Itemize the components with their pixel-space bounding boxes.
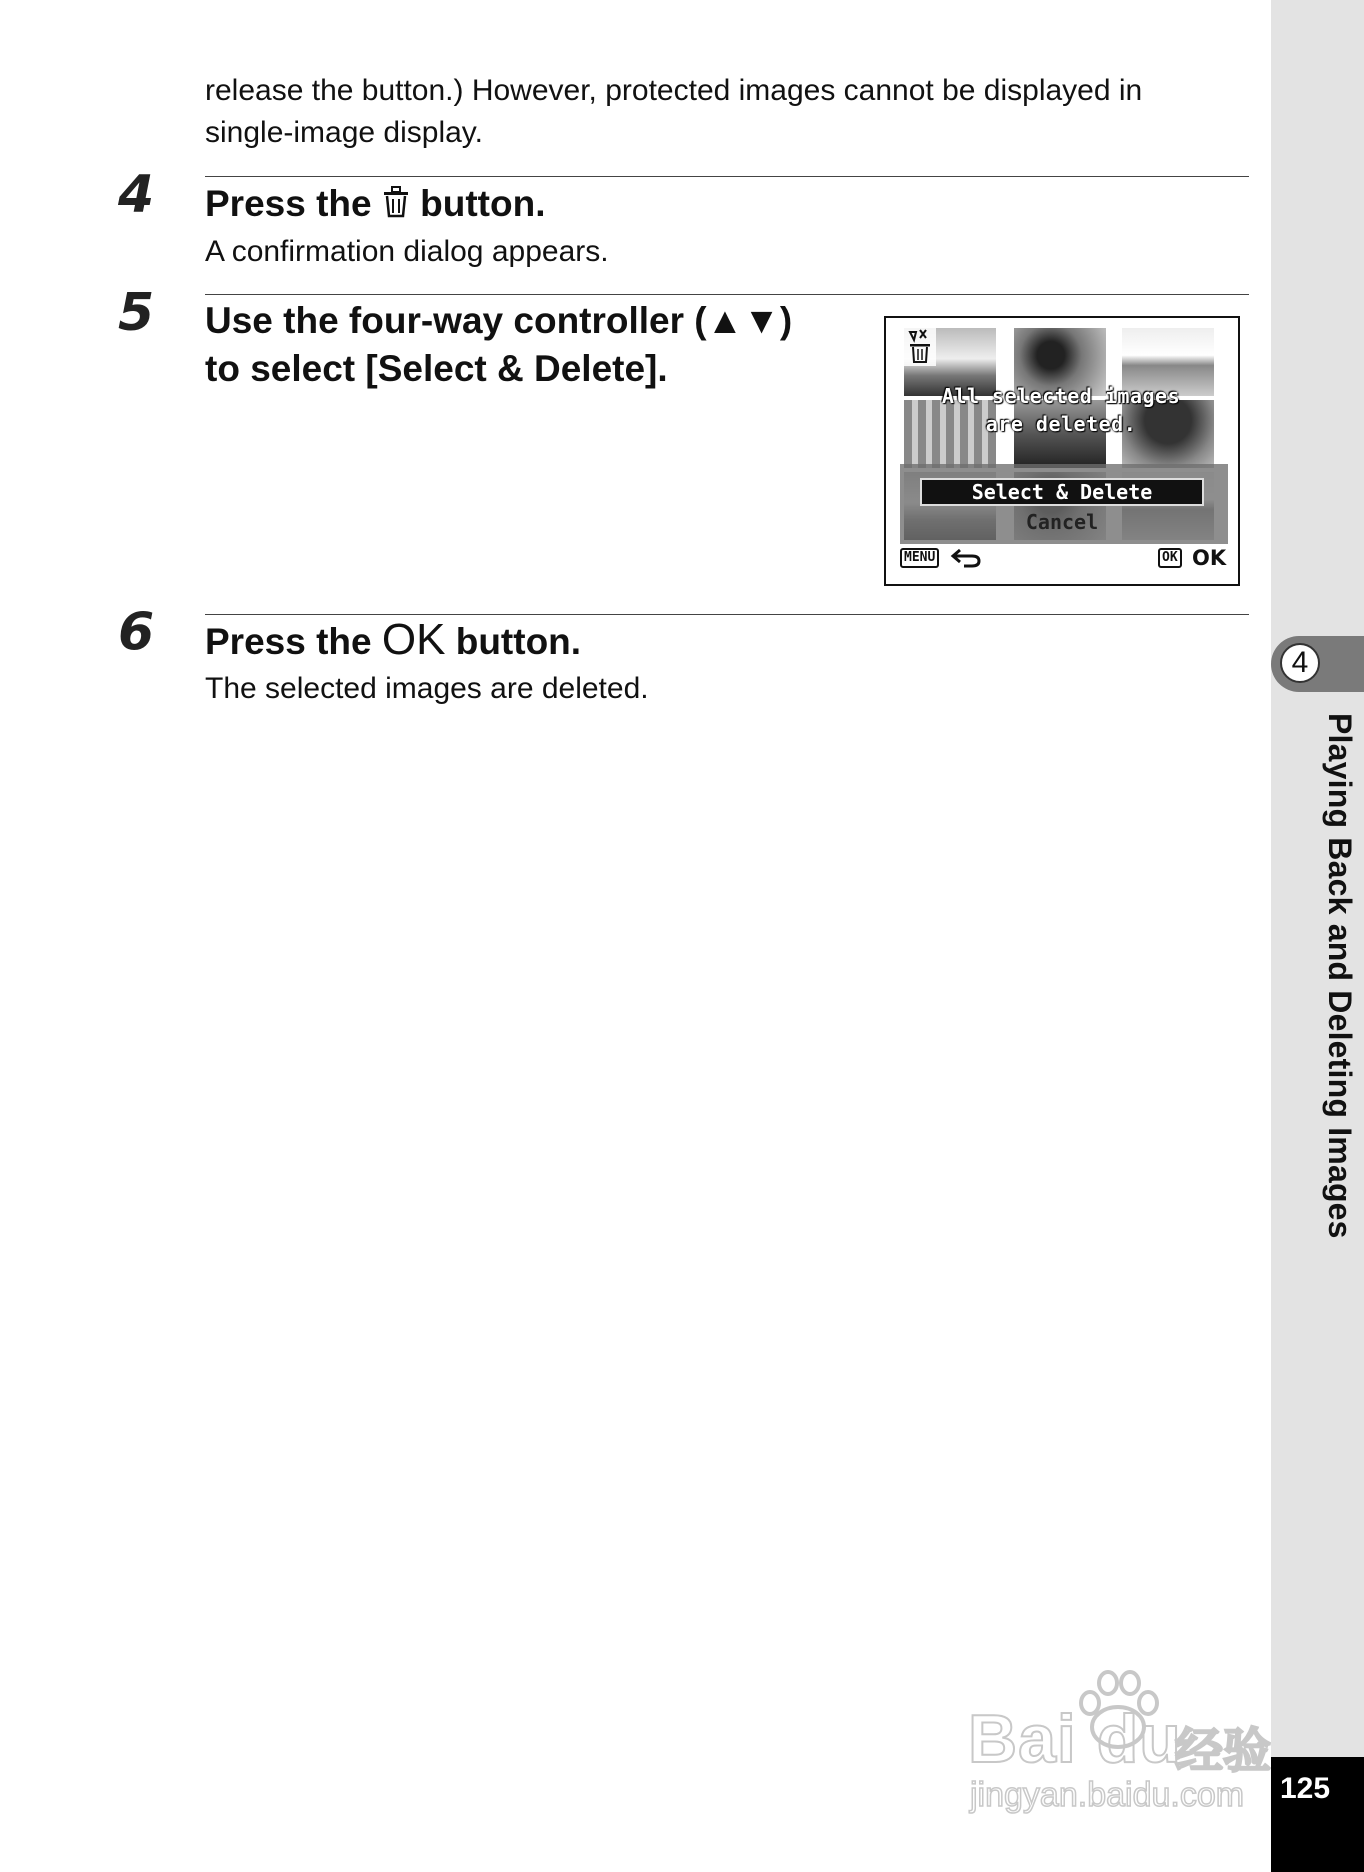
step-6-heading-post: button. bbox=[455, 621, 582, 662]
step-6-heading-pre: Press the bbox=[205, 621, 372, 662]
divider bbox=[205, 176, 1249, 177]
intro-line-2: single-image display. bbox=[205, 116, 483, 149]
step-4-text: A confirmation dialog appears. bbox=[205, 235, 609, 268]
step-4-number: 4 bbox=[118, 165, 155, 225]
chapter-number: 4 bbox=[1280, 643, 1320, 683]
watermark-brand: Bai du bbox=[968, 1701, 1182, 1777]
menu-key: MENU bbox=[900, 548, 939, 568]
confirmation-message-line-1: All selected images bbox=[941, 384, 1181, 408]
confirmation-message-line-2: are deleted. bbox=[985, 412, 1137, 436]
delete-selected-icon bbox=[904, 328, 936, 371]
trash-icon bbox=[382, 182, 410, 230]
divider bbox=[205, 614, 1249, 615]
ok-key: OK bbox=[1158, 548, 1182, 568]
chapter-title: Playing Back and Deleting Images bbox=[1322, 713, 1358, 1239]
step-4-heading bbox=[205, 180, 545, 230]
ok-button-glyph: OK bbox=[381, 615, 446, 664]
back-arrow-icon bbox=[950, 547, 982, 574]
step-5-heading-line-1: Use the four-way controller (▲▼) bbox=[205, 300, 793, 341]
intro-line-1: release the button.) However, protected images cannot be displayed in bbox=[205, 74, 1143, 107]
divider bbox=[205, 294, 1249, 295]
step-6-number: 6 bbox=[118, 602, 155, 662]
cancel-option[interactable]: Cancel bbox=[1025, 510, 1099, 534]
step-5-heading-line-2: to select [Select & Delete]. bbox=[205, 348, 668, 389]
page-number: 125 bbox=[1280, 1772, 1331, 1805]
step-4-heading-post: button. bbox=[420, 183, 546, 224]
step-6-text: The selected images are deleted. bbox=[205, 672, 649, 705]
camera-screen bbox=[884, 316, 1240, 586]
watermark-cn: 经验 bbox=[1175, 1725, 1272, 1778]
step-4-heading-pre: Press the bbox=[205, 183, 372, 224]
step-6-heading bbox=[205, 616, 581, 666]
ok-label: OK bbox=[1192, 546, 1227, 570]
step-5-number: 5 bbox=[118, 283, 155, 343]
select-delete-option[interactable]: Select & Delete bbox=[920, 478, 1204, 506]
watermark-url: jingyan.baidu.com bbox=[970, 1776, 1245, 1814]
